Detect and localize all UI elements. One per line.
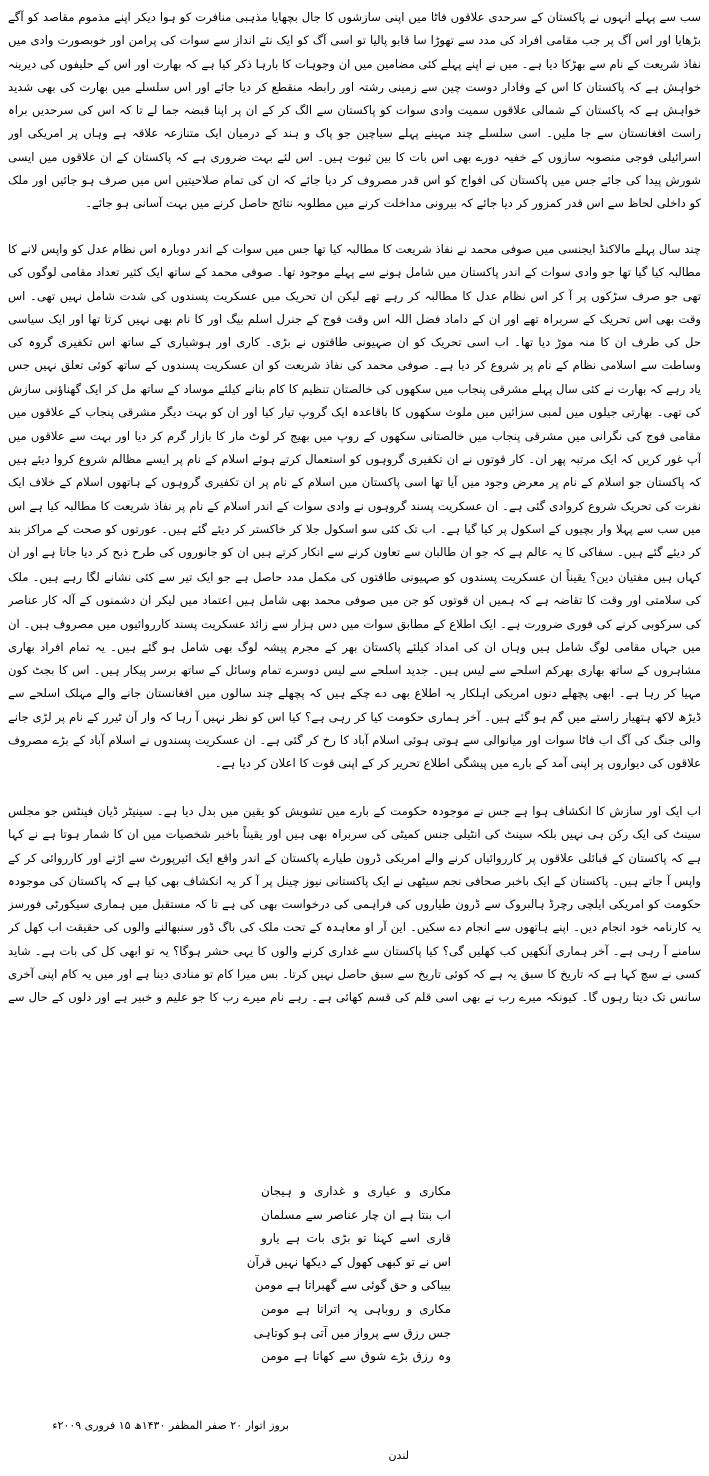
poem-line: جس رزق سے پرواز میں آتی ہو کوتاہی	[253, 1325, 451, 1340]
article-paragraph: کہاں ہیں مفتیان دین؟ یقیناً ان عسکریت پسندوں کو صہیونی طاقتوں کی مکمل مدد حاصل ہے جو ایک تیر سے کئی نشانے لگا رہے ہیں۔ ملک کی سلامتی اور وقت کا تقاضہ ہے کہ ہمیں ان قوتوں کو جن میں صوفی محمد بھی شامل ہیں اعتماد میں لیکر ان دشمنوں کے آلہ کار عناصر کی سرکوبی کرنے کی فوری ضرورت ہے۔ ایک اطلاع کے مطابق سوات میں دس ہزار سے زائد عسکریت پسند کارروائیوں میں مصروف ہیں۔ ان میں جہاں مقامی لوگ شامل ہیں وہاں ان کی امداد کیلئے پاکستان بھر کے مجرم پیشہ لوگ بھی شامل ہو گئے ہیں۔ یہ تمام افراد بھاری مشاہروں کے ساتھ بھاری بھرکم اسلحے سے لیس ہیں۔ جدید اسلحے سے لیس دوسرے تمام وسائل کے ساتھ برسر پیکار ہیں۔ اس کا بجٹ کون مہیا کر رہا ہے۔ ابھی پچھلے دنوں امریکی اہلکار یہ اطلاع بھی دے چکے ہیں کہ پچھلے چند سالوں میں افغانستان جانے والے مہلک اسلحے سے ڈیڑھ لاکھ ہتھیار راستے میں گم ہو گئے ہیں۔ آخر ہماری حکومت کیا کر رہی ہے؟ کیا اس کو نظر نہیں آ رہا کہ وار آن ٹیرر کے نام پر لڑی جانے والی جنگ کی آگ اب فاٹا سوات اور میانوالی سے ہوتی ہوئی اسلام آباد کا رخ کر گئی ہے۔ ان عسکریت پسندوں نے اسلام آباد کے بڑے مصروف علاقوں کی دیواروں پر اپنی آمد کے بارے میں پیشگی اطلاع تحریر کر کے اپنی قوت کا اعلان کر دیا ہے۔	[8, 570, 701, 771]
poem	[0, 1180, 709, 1369]
article-paragraph: یاد رہے کہ بھارت نے کئی سال پہلے مشرقی پنجاب میں سکھوں کی خالصتان تنظیم کا کام بنانے کیلئے موساد کے ساتھ مل کر ایک گھناؤنی سازش کی تھی۔ بھارتی جیلوں میں لمبی سزائیں میں ملوث سکھوں کا باقاعدہ ایک گروپ تیار کیا اور ان کو بہت دیگر مشرقی پنجاب کے علاقوں میں مقامی فوج کی نگرانی میں مشرقی پنجاب میں خالصتانی سکھوں کے روپ میں بھیج کر لوٹ مار کا بازار گرم کر دیا اور بہت سے علاقوں میں	[8, 382, 701, 443]
poem-line: مکاری و روباہی پہ اتراتا ہے مومن	[261, 1301, 451, 1316]
poem-line: قاری اسے کہنا تو بڑی بات ہے یارو	[261, 1231, 451, 1246]
poem-line: بیباکی و حق گوئی سے گھبراتا ہے مومن	[254, 1278, 451, 1293]
poem-line: اب بنتا ہے ان چار عناصر سے مسلمان	[261, 1207, 451, 1222]
article-paragraph: آپ غور کریں کہ ایک مرتبہ پھر ان۔ کار قوتوں نے ان تکفیری گروہوں کو استعمال کرتے ہوئے اسلام کے نام پر ایسے مظالم شروع کروا دیئے ہیں کہ پاکستان جو اسلام کے نام پر معرض وجود میں آیا تھا اسی پاکستان میں اسلام کے نام پر ان تکفیری گروہوں کے ہاتھوں اسلام کے خلاف ایک نفرت کی تحریک شروع کروادی گئی ہے۔ ان عسکریت پسند گروہوں نے وادی سوات کے اندر اسلام کے نام پر نفاذ شریعت کا مطالبہ کیا ہے اس میں سب سے پہلا وار بچیوں کے اسکول پر کیا گیا ہے۔ اب تک کئی سو اسکول جلا کر خاکستر کر دیئے گئے ہیں۔ عورتوں کو صحت کے مراکز بند کر دیئے گئے ہیں۔ سفاکی کا یہ عالم ہے کہ جو ان طالبان سے تعاون کرنے سے انکار کرتے ہیں ان کو جانوروں کی طرح ذبح کر دیا جاتا ہے اور ان	[8, 452, 701, 560]
article-paragraph: چند سال پہلے مالاکنڈ ایجنسی میں صوفی محمد نے نفاذ شریعت کا مطالبہ کیا تھا جس میں سوات کے اندر دوبارہ اس نظام عدل کو واپس لانے کا مطالبہ کیا گیا تھا جو وادی سوات کے اندر پاکستان میں شامل ہونے سے پہلے موجود تھا۔ صوفی محمد کے ساتھ ایک کثیر تعداد مقامی لوگوں کی تھی جو صرف سڑکوں پر آ کر اس نظام عدل کا مطالبہ کر رہے تھے لیکن ان تحریک میں عسکریت پسندوں کی شدت شامل نہیں تھی۔ اس وقت بھی اس تحریک کے سربراہ تھے اور ان کے داماد فضل اللہ اس وقت فوج کے جنرل اسلم بیگ اور کا نام بھی نہیں کرتا تھا اور ایک سیاسی حل کی طرف ان کا منہ موڑ دیا تھا۔ اب اسی تحریک کو ان صہیونی طاقتوں نے بڑی۔ کاری اور ہوشیاری کے ساتھ اس تکفیری گروہ کی وساطت سے اسلامی نظام کے نام پر شروع کر دیا ہے۔ صوفی محمد کی نفاذ شریعت کو ان عسکریت پسندوں کے ساتھ کوئی تعلق نہیں جس	[8, 242, 701, 373]
poem-line: وہ رزق بڑے شوق سے کھاتا ہے مومن	[261, 1349, 451, 1364]
article-paragraph: سب سے پہلے انہوں نے پاکستان کے سرحدی علاقوں فاٹا میں اپنی سازشوں کا جال بچھایا مذہبی منافرت کو ہوا دیکر اپنے مذموم مقاصد کو آگے بڑھایا اور اس آگ پر جب مقامی افراد کی مدد سے تھوڑا سا قابو پالیا تو اسی آگ کو ایک نئے انداز سے سوات کی پرامن اور خوبصورت وادی میں نفاذ شریعت کے نام سے بھڑکا دیا ہے۔ میں نے اپنے پہلے کئی مضامین میں ان وجوہات کا بارہا ذکر کیا ہے کہ بھارت اور اس کے حلیفوں کی دیرینہ خواہش ہے کہ پاکستان کا اس کے وفادار دوست چین سے زمینی رشتہ اور رابطہ منقطع کر دیا جائے اور اس سلسلے میں بھارت کی بھی شدید خواہش ہے کہ پاکستان کے شمالی علاقوں سمیت وادی سوات کو پاکستان سے الگ کر کے ان پر اپنا قبضہ جما لے تا کہ اس کی سرحدیں براہ راست افغانستان سے جا ملیں۔ اسی سلسلے چند مہینے پہلے سیاچین جو پاک و ہند کے درمیان ایک متنازعہ علاقہ ہے وہاں پر امریکی اور اسرائیلی فوجی منصوبہ سازوں کے خفیہ دورے بھی اس بات کا بین ثبوت ہیں۔ اس لئے بہت ضروری ہے کہ پاکستان کے ان علاقوں میں ایسی شورش پیدا کی جائے جس میں پاکستان کی افواج کو اس قدر مصروف کر دیا جائے کہ ان کی تمام صلاحیتیں اس میں صرف ہو جائیں اور ملک کو داخلی لحاظ سے اس قدر کمزور کر دیا جائے کہ بیرونی مداخلت کرنے میں مطلوبہ نتائج حاصل کرنے میں بہت آسانی ہو جائے۔	[8, 10, 701, 211]
poem-line: اس نے تو کبھی کھول کے دیکھا نہیں قرآن	[246, 1254, 451, 1269]
article-place: لندن	[388, 1449, 409, 1462]
poem-line: مکاری و عیاری و غداری و ہیجان	[261, 1184, 451, 1198]
article-dateline: بروز اتوار ۲۰ صفر المظفر ۱۴۳۰ھ ۱۵ فروری ۲۰۰۹ء	[52, 1419, 289, 1432]
article-paragraph: اب ایک اور سازش کا انکشاف ہوا ہے جس نے موجودہ حکومت کے بارے میں تشویش کو یقین میں بدل دیا ہے۔ سینیٹر ڈیان فینٹس جو مجلس سینٹ کی ایک رکن ہی نہیں بلکہ سینٹ کی انٹیلی جنس کمیٹی کی سربراہ بھی ہیں اور یقیناً باخبر شخصیات میں ان کا شمار ہوتا ہے نے کہا ہے کہ پاکستان کے قبائلی علاقوں پر کارروائیاں کرنے والے امریکی ڈرون طیارے پاکستان کے اندر واقع ایک ائیرپورٹ سے اڑتے اور کارروائی کر کے واپس آ جاتے ہیں۔ پاکستان کے ایک باخبر صحافی نجم سیٹھی نے ایک پاکستانی نیوز چینل پر آ کر یہ انکشاف بھی کیا ہے کہ پاکستان کی موجودہ حکومت کو امریکی ایلچی رچرڈ ہالبروک سے ڈرون طیاروں کی فراہمی کی درخواست بھی کی ہے تا کہ مستقبل میں ہماری سیکورٹی فورسز یہ کارنامہ خود انجام دیں۔ اپنے ہاتھوں سے انجام دے سکیں۔ این آر او معاہدہ کے تحت ملک کی باگ ڈور سنبھالنے والوں کی حقیقت اب کھل کر سامنے آ رہی ہے۔ آخر ہماری آنکھیں کب کھلیں گی؟ کیا پاکستان سے غداری کرنے والوں کا یہی حشر ہوگا؟ یہ تو ابھی کل کی بات ہے۔ شاید کسی نے سچ کہا ہے کہ تاریخ کا سبق یہ ہے کہ کوئی تاریخ سے سبق حاصل نہیں کرتا۔ بس میرا کام تو منادی دینا ہے اور میں یہ کام اپنی آخری سانس تک دیتا رہوں گا۔ کیونکہ میرے رب نے بھی اسی قلم کی قسم کھائی ہے۔ رہے نام میرے رب کا جو علیم و خبیر ہے اور دلوں کے حال سے	[8, 804, 701, 1005]
